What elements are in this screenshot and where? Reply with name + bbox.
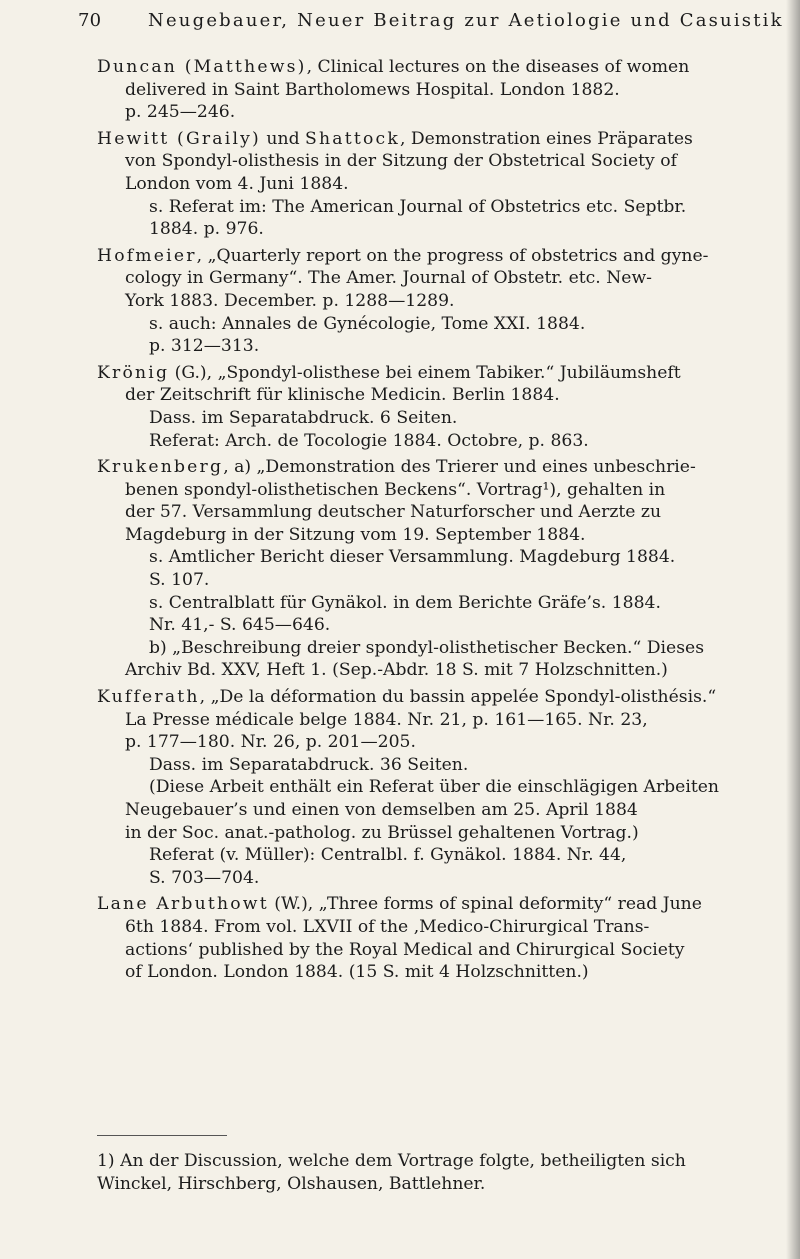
entry-line <box>97 822 737 845</box>
entry-line <box>97 196 737 219</box>
entry-text: , a) „Demonstration des Trierer und eines unbeschrie- <box>223 457 696 478</box>
entry-line <box>97 754 737 777</box>
entry-text: Referat: Arch. de Tocologie 1884. Octobre, p. 863. <box>149 430 589 451</box>
entry-line <box>97 128 737 151</box>
entry-text: La Presse médicale belge 1884. Nr. 21, p. 161—165. Nr. 23, <box>125 709 648 730</box>
entry-line <box>97 407 737 430</box>
entry-text: (Diese Arbeit enthält ein Referat über die einschlägigen Arbeiten <box>149 777 719 798</box>
entry-line <box>97 731 737 754</box>
entry-text: Neugebauer’s und einen von demselben am 25. April 1884 <box>125 800 638 820</box>
entry-text: (W.), „Three forms of spinal deformity“ read June <box>268 894 702 915</box>
author-name: Hofmeier <box>97 245 197 266</box>
entry-line <box>97 614 737 637</box>
entry-text: of London. London 1884. (15 S. mit 4 Holzschnitten.) <box>125 962 589 983</box>
page-edge-shadow <box>786 0 800 1259</box>
author-name: Lane Arbuthowt <box>97 894 269 915</box>
entry-text: und <box>260 128 306 149</box>
page-number: 70 <box>78 10 102 31</box>
entry-text: (G.), „Spondyl-olisthese bei einem Tabiker.“ Jubiläumsheft <box>169 362 681 383</box>
entry-text: Magdeburg in der Sitzung vom 19. September 1884. <box>125 524 586 545</box>
author-name: Kufferath <box>97 687 200 708</box>
bibliography-entry <box>97 362 737 452</box>
entry-line <box>97 479 737 502</box>
entry-line <box>97 335 737 358</box>
entry-text: von Spondyl-olisthesis in der Sitzung der Obstetrical Society of <box>125 151 677 172</box>
entry-line <box>97 267 737 290</box>
bibliography-entry <box>97 893 737 983</box>
entry-text: Dass. im Separatabdruck. 6 Seiten. <box>149 407 458 428</box>
entry-line <box>97 893 737 916</box>
author-name: Hewitt (Graily) <box>97 128 261 149</box>
entry-line <box>97 79 737 102</box>
entry-text: s. Amtlicher Bericht dieser Versammlung. Magdeburg 1884. <box>149 547 676 568</box>
entry-line <box>97 592 737 615</box>
author-name: Krönig <box>97 362 170 383</box>
author-name: Duncan (Matthews) <box>97 57 307 77</box>
entry-text: Archiv Bd. XXV, Heft 1. (Sep.-Abdr. 18 S. mit 7 Holzschnitten.) <box>125 660 668 681</box>
entry-text: p. 245—246. <box>125 102 236 123</box>
entry-line <box>97 101 737 124</box>
entry-text: , Demonstration eines Präparates <box>399 128 693 149</box>
entry-text: der Zeitschrift für klinische Medicin. Berlin 1884. <box>125 385 560 406</box>
entry-line <box>97 776 737 799</box>
entry-text: s. Centralblatt für Gynäkol. in dem Berichte Gräfe’s. 1884. <box>149 592 661 613</box>
entry-text: Dass. im Separatabdruck. 36 Seiten. <box>149 754 469 775</box>
entry-line <box>97 501 737 524</box>
entry-text: 1884. p. 976. <box>149 219 264 240</box>
entry-text: Nr. 41,- S. 645—646. <box>149 615 331 636</box>
entry-text: cology in Germany“. The Amer. Journal of Obstetr. etc. New- <box>125 268 652 289</box>
entry-text: , Clinical lectures on the diseases of women <box>306 57 690 77</box>
entry-line <box>97 916 737 939</box>
entry-text: delivered in Saint Bartholomews Hospital. London 1882. <box>125 79 620 100</box>
entry-text: S. 107. <box>149 570 210 591</box>
entry-text: p. 312—313. <box>149 336 260 357</box>
footnote-line: 1) An der Discussion, welche dem Vortrage folgte, betheiligten sich <box>97 1151 686 1171</box>
entry-line <box>97 867 737 890</box>
author-name: Krukenberg <box>97 457 224 478</box>
author-name: Shattock <box>305 128 400 149</box>
entry-text: 6th 1884. From vol. LXVII of the ‚Medico-Chirurgical Trans- <box>125 916 650 937</box>
entry-line <box>97 150 737 173</box>
entry-line <box>97 569 737 592</box>
entry-line <box>97 844 737 867</box>
entry-line <box>97 218 737 241</box>
entry-text: , „De la déformation du bassin appelée Spondyl-olisthésis.“ <box>199 687 717 708</box>
entry-line <box>97 362 737 385</box>
entry-text: s. Referat im: The American Journal of Obstetrics etc. Septbr. <box>149 196 687 217</box>
bibliography-entry <box>97 128 737 241</box>
entry-text: York 1883. December. p. 1288—1289. <box>125 290 455 311</box>
entry-text: , „Quarterly report on the progress of obstetrics and gyne- <box>196 245 709 266</box>
entry-line <box>97 313 737 336</box>
entry-text: Referat (v. Müller): Centralbl. f. Gynäkol. 1884. Nr. 44, <box>149 845 627 866</box>
entry-line <box>97 56 737 79</box>
entry-line <box>97 709 737 732</box>
entry-line <box>97 245 737 268</box>
entry-text: S. 703—704. <box>149 867 260 888</box>
entry-text: London vom 4. Juni 1884. <box>125 173 349 194</box>
bibliography-entry <box>97 686 737 889</box>
entry-text: in der Soc. anat.-patholog. zu Brüssel gehaltenen Vortrag.) <box>125 822 639 843</box>
entry-line <box>97 524 737 547</box>
entry-line <box>97 430 737 453</box>
entry-line <box>97 686 737 709</box>
entry-line <box>97 290 737 313</box>
entry-line <box>97 659 737 682</box>
entry-line <box>97 456 737 479</box>
entry-line <box>97 799 737 822</box>
footnote-line: Winckel, Hirschberg, Olshausen, Battlehner. <box>97 1174 486 1194</box>
entry-line <box>97 546 737 569</box>
bibliography-entry <box>97 56 737 124</box>
running-title: Neugebauer, Neuer Beitrag zur Aetiologie und Casuistik <box>148 10 784 31</box>
entry-line <box>97 961 737 984</box>
entry-text: b) „Beschreibung dreier spondyl-olisthetischer Becken.“ Dieses <box>149 637 705 658</box>
bibliography-entry <box>97 245 737 358</box>
footnote <box>97 1150 737 1196</box>
entry-line <box>97 939 737 962</box>
entry-line <box>97 173 737 196</box>
entry-text: benen spondyl-olisthetischen Beckens“. Vortrag¹), gehalten in <box>125 479 666 500</box>
entry-text: der 57. Versammlung deutscher Naturforscher und Aerzte zu <box>125 502 662 523</box>
entry-line <box>97 384 737 407</box>
entry-text: p. 177—180. Nr. 26, p. 201—205. <box>125 732 416 753</box>
entry-text: s. auch: Annales de Gynécologie, Tome XXI. 1884. <box>149 313 586 334</box>
bibliography-entry <box>97 456 737 682</box>
bibliography-list <box>97 56 737 988</box>
entry-text: actions‘ published by the Royal Medical and Chirurgical Society <box>125 939 685 960</box>
entry-line <box>97 637 737 660</box>
footnote-rule <box>97 1135 227 1136</box>
